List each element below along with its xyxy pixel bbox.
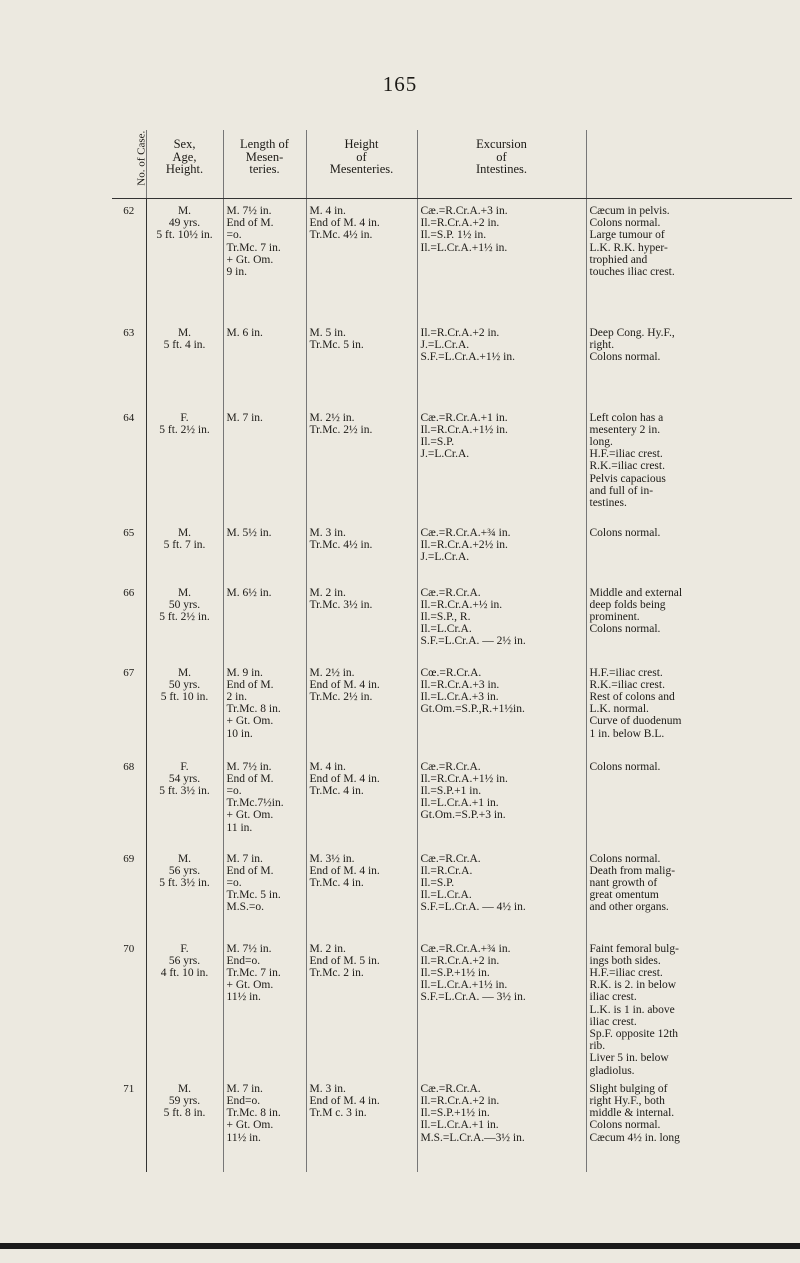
height-cell: M. 4 in. End of M. 4 in. Tr.Mc. 4½ in. (306, 199, 417, 321)
header-sex-age-height: Sex, Age, Height. (146, 130, 223, 199)
case-number: 69 (112, 847, 146, 937)
excursion-cell: Cæ.=R.Cr.A.+¾ in. Il.=R.Cr.A.+2 in. Il.=S.P.+1½ in. Il.=L.Cr.A.+1½ in. S.F.=L.Cr.A. — 3½ in. (417, 937, 586, 1077)
height-cell: M. 3½ in. End of M. 4 in. Tr.Mc. 4 in. (306, 847, 417, 937)
remarks-cell: Colons normal. Death from malig- nant growth of great omentum and other organs. (589, 852, 676, 914)
table-row (112, 521, 792, 581)
height-cell: M. 4 in. End of M. 4 in. Tr.Mc. 4 in. (306, 755, 417, 847)
table-row (112, 661, 792, 755)
sex-age-height-cell: M. 5 ft. 4 in. (146, 321, 223, 406)
remarks-cell: Colons normal. (589, 526, 661, 539)
table-row (112, 937, 792, 1077)
sex-age-height-cell: M. 56 yrs. 5 ft. 3½ in. (146, 847, 223, 937)
bottom-edge-rule (0, 1243, 800, 1249)
excursion-cell: Cæ.=R.Cr.A. Il.=R.Cr.A.+2 in. Il.=S.P.+1½ in. Il.=L.Cr.A.+1 in. M.S.=L.Cr.A.—3½ in. (417, 1077, 586, 1172)
remarks-cell: Left colon has a mesentery 2 in. long. H.F.=iliac crest. R.K.=iliac crest. Pelvis capacious and full of in- testines. (589, 411, 666, 509)
case-number: 71 (112, 1077, 146, 1172)
header-remarks (586, 130, 792, 199)
case-number: 67 (112, 661, 146, 755)
height-cell: M. 3 in. End of M. 4 in. Tr.M c. 3 in. (306, 1077, 417, 1172)
header-excursion: Excursion of Intestines. (417, 130, 586, 199)
remarks-cell: Slight bulging of right Hy.F., both middle & internal. Colons normal. Cæcum 4½ in. long (589, 1082, 680, 1144)
table-row (112, 847, 792, 937)
table-row (112, 406, 792, 521)
length-cell: M. 7½ in. End of M. =o. Tr.Mc.7½in. + Gt. Om. 11 in. (223, 755, 306, 847)
case-number: 68 (112, 755, 146, 847)
header-length: Length of Mesen- teries. (223, 130, 306, 199)
table-row (112, 321, 792, 406)
sex-age-height-cell: M. 59 yrs. 5 ft. 8 in. (146, 1077, 223, 1172)
sex-age-height-cell: M. 5 ft. 7 in. (146, 521, 223, 581)
remarks-cell: H.F.=iliac crest. R.K.=iliac crest. Rest of colons and L.K. normal. Curve of duodenum 1 in. below B.L. (589, 666, 682, 740)
sex-age-height-cell: F. 54 yrs. 5 ft. 3½ in. (146, 755, 223, 847)
remarks-cell: Cæcum in pelvis. Colons normal. Large tumour of L.K. R.K. hyper- trophied and touches iliac crest. (589, 205, 675, 279)
length-cell: M. 7½ in. End of M. =o. Tr.Mc. 7 in. + Gt. Om. 9 in. (223, 199, 306, 321)
case-number: 66 (112, 581, 146, 661)
length-cell: M. 7 in. End=o. Tr.Mc. 8 in. + Gt. Om. 11½ in. (223, 1077, 306, 1172)
excursion-cell: Cœ.=R.Cr.A. Il.=R.Cr.A.+3 in. Il.=L.Cr.A.+3 in. Gt.Om.=S.P.,R.+1½in. (417, 661, 586, 755)
length-cell: M. 7 in. (223, 406, 306, 521)
table-header-row (112, 130, 792, 199)
length-cell: M. 6½ in. (223, 581, 306, 661)
height-cell: M. 5 in. Tr.Mc. 5 in. (306, 321, 417, 406)
table-row (112, 581, 792, 661)
height-cell: M. 2 in. Tr.Mc. 3½ in. (306, 581, 417, 661)
page-number: 165 (382, 72, 418, 96)
sex-age-height-cell: M. 50 yrs. 5 ft. 10 in. (146, 661, 223, 755)
case-number: 62 (112, 199, 146, 321)
excursion-cell: Cæ.=R.Cr.A. Il.=R.Cr.A.+1½ in. Il.=S.P.+1 in. Il.=L.Cr.A.+1 in. Gt.Om.=S.P.+3 in. (417, 755, 586, 847)
case-number: 65 (112, 521, 146, 581)
remarks-cell: Deep Cong. Hy.F., right. Colons normal. (589, 326, 675, 363)
length-cell: M. 7½ in. End=o. Tr.Mc. 7 in. + Gt. Om. 11½ in. (223, 937, 306, 1077)
table-row (112, 199, 792, 321)
header-case-no: No. of Case. (112, 130, 146, 199)
height-cell: M. 2½ in. Tr.Mc. 2½ in. (306, 406, 417, 521)
height-cell: M. 3 in. Tr.Mc. 4½ in. (306, 521, 417, 581)
excursion-cell: Cæ.=R.Cr.A.+1 in. Il.=R.Cr.A.+1½ in. Il.=S.P. J.=L.Cr.A. (417, 406, 586, 521)
sex-age-height-cell: F. 5 ft. 2½ in. (146, 406, 223, 521)
excursion-cell: Cæ.=R.Cr.A. Il.=R.Cr.A.+½ in. Il.=S.P., R. Il.=L.Cr.A. S.F.=L.Cr.A. — 2½ in. (417, 581, 586, 661)
case-number: 70 (112, 937, 146, 1077)
height-cell: M. 2½ in. End of M. 4 in. Tr.Mc. 2½ in. (306, 661, 417, 755)
height-cell: M. 2 in. End of M. 5 in. Tr.Mc. 2 in. (306, 937, 417, 1077)
excursion-cell: Cæ.=R.Cr.A.+¾ in. Il.=R.Cr.A.+2½ in. J.=L.Cr.A. (417, 521, 586, 581)
length-cell: M. 7 in. End of M. =o. Tr.Mc. 5 in. M.S.=o. (223, 847, 306, 937)
case-number: 63 (112, 321, 146, 406)
sex-age-height-cell: M. 50 yrs. 5 ft. 2½ in. (146, 581, 223, 661)
sex-age-height-cell: M. 49 yrs. 5 ft. 10½ in. (146, 199, 223, 321)
remarks-cell: Middle and external deep folds being prominent. Colons normal. (589, 586, 683, 636)
excursion-cell: Cæ.=R.Cr.A. Il.=R.Cr.A. Il.=S.P. Il.=L.Cr.A. S.F.=L.Cr.A. — 4½ in. (417, 847, 586, 937)
remarks-cell: Colons normal. (589, 760, 661, 773)
sex-age-height-cell: F. 56 yrs. 4 ft. 10 in. (146, 937, 223, 1077)
header-height: Height of Mesenteries. (306, 130, 417, 199)
length-cell: M. 6 in. (223, 321, 306, 406)
mesentery-data-table (112, 130, 792, 1172)
length-cell: M. 9 in. End of M. 2 in. Tr.Mc. 8 in. + Gt. Om. 10 in. (223, 661, 306, 755)
excursion-cell: Il.=R.Cr.A.+2 in. J.=L.Cr.A. S.F.=L.Cr.A.+1½ in. (417, 321, 586, 406)
table-row (112, 755, 792, 847)
table-row (112, 1077, 792, 1172)
length-cell: M. 5½ in. (223, 521, 306, 581)
remarks-cell: Faint femoral bulg- ings both sides. H.F.=iliac crest. R.K. is 2. in below iliac crest. L.K. is 1 in. above iliac crest. Sp.F. opposite 12th rib. Liver 5 in. below gladiolus. (589, 942, 679, 1077)
case-number: 64 (112, 406, 146, 521)
excursion-cell: Cæ.=R.Cr.A.+3 in. Il.=R.Cr.A.+2 in. Il.=S.P. 1½ in. Il.=L.Cr.A.+1½ in. (417, 199, 586, 321)
